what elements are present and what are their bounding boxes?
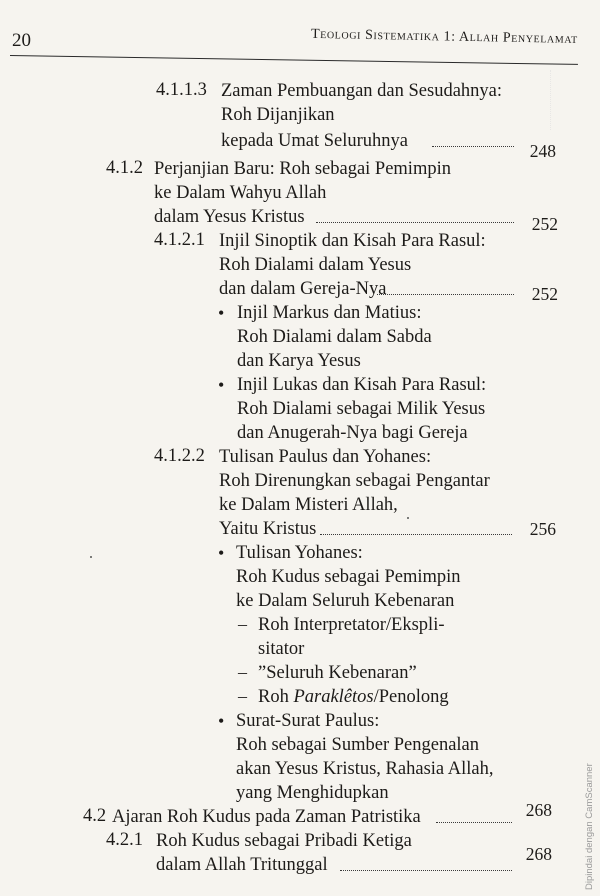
entry-title-line: Injil Markus dan Matius: bbox=[237, 303, 422, 323]
dash-marker: – bbox=[238, 662, 247, 682]
entry-title-line: Roh Kudus sebagai Pribadi Ketiga bbox=[156, 831, 412, 851]
title-italic-term: Paraklêtos bbox=[293, 687, 374, 707]
entry-title-line: Injil Sinoptik dan Kisah Para Rasul: bbox=[219, 231, 486, 251]
entry-number: 4.1.2 bbox=[106, 158, 143, 178]
entry-title-line: ke Dalam Misteri Allah, bbox=[219, 495, 398, 515]
bullet-marker: • bbox=[218, 543, 225, 563]
watermark-text: Dipindai dengan CamScanner bbox=[584, 763, 595, 890]
entry-title-line: ke Dalam Wahyu Allah bbox=[154, 183, 327, 203]
bullet-marker: • bbox=[218, 375, 225, 395]
bullet-marker: • bbox=[218, 711, 225, 731]
entry-number: 4.1.2.1 bbox=[154, 230, 205, 250]
entry-title-line: Roh Kudus sebagai Pemimpin bbox=[236, 567, 461, 587]
entry-title-line: Ajaran Roh Kudus pada Zaman Patristika bbox=[112, 807, 421, 827]
entry-title-line: dan Anugerah-Nya bagi Gereja bbox=[237, 423, 468, 443]
entry-title-line: Roh sebagai Sumber Pengenalan bbox=[236, 735, 480, 755]
entry-page: 268 bbox=[525, 844, 552, 864]
header-rule bbox=[10, 55, 578, 65]
entry-title-line: Surat-Surat Paulus: bbox=[236, 711, 380, 731]
entry-title-line: akan Yesus Kristus, Rahasia Allah, bbox=[236, 759, 494, 779]
entry-title-line: Injil Lukas dan Kisah Para Rasul: bbox=[237, 375, 487, 395]
entry-page: 252 bbox=[531, 284, 558, 304]
title-text: Roh bbox=[258, 687, 289, 707]
scan-speck bbox=[90, 556, 92, 558]
entry-title-line: ke Dalam Seluruh Kebenaran bbox=[236, 591, 455, 611]
scanner-watermark bbox=[584, 740, 598, 890]
dash-marker: – bbox=[238, 686, 247, 706]
entry-title-line: Roh Direnungkan sebagai Pengantar bbox=[219, 471, 490, 491]
entry-title-line: Yaitu Kristus bbox=[219, 519, 317, 539]
title-text: /Penolong bbox=[373, 687, 449, 707]
running-title: Teologi Sistematika 1: Allah Penyelamat bbox=[311, 26, 579, 47]
entry-number: 4.1.2.2 bbox=[154, 446, 205, 466]
bullet-marker: • bbox=[218, 303, 225, 323]
entry-page: 248 bbox=[529, 141, 556, 161]
entry-title-line: Roh Interpretator/Ekspli- bbox=[258, 615, 445, 635]
entry-title-line: Zaman Pembuangan dan Sesudahnya: bbox=[221, 81, 503, 101]
entry-title-line: Tulisan Yohanes: bbox=[236, 543, 363, 563]
dot-leader bbox=[377, 294, 514, 295]
entry-title-line: Roh Dijanjikan bbox=[221, 105, 335, 125]
entry-page: 256 bbox=[529, 519, 556, 539]
entry-title-line: kepada Umat Seluruhnya bbox=[221, 131, 408, 151]
entry-title-line: Roh Dialami dalam Yesus bbox=[219, 255, 412, 275]
entry-title-line: dalam Yesus Kristus bbox=[154, 207, 305, 227]
dot-leader bbox=[432, 146, 514, 147]
entry-title-line: Perjanjian Baru: Roh sebagai Pemimpin bbox=[154, 159, 451, 179]
entry-title-line: Roh Dialami dalam Sabda bbox=[237, 327, 432, 347]
dot-leader bbox=[316, 222, 514, 223]
entry-title-line: sitator bbox=[258, 639, 305, 659]
dash-marker: – bbox=[238, 614, 247, 634]
entry-title-line: Roh Dialami sebagai Milik Yesus bbox=[237, 399, 486, 419]
entry-title-line: dan dalam Gereja-Nya bbox=[219, 279, 387, 299]
entry-number: 4.1.1.3 bbox=[156, 80, 207, 100]
dot-leader bbox=[340, 870, 512, 871]
entry-title-line: dan Karya Yesus bbox=[237, 351, 361, 371]
page-header bbox=[12, 28, 578, 54]
entry-title-line: ”Seluruh Kebenaran” bbox=[258, 663, 417, 683]
entry-page: 252 bbox=[531, 214, 558, 234]
page-number: 20 bbox=[12, 30, 31, 51]
entry-title-line: yang Menghidupkan bbox=[236, 783, 389, 803]
entry-number: 4.2.1 bbox=[106, 830, 143, 850]
entry-title-line bbox=[258, 686, 449, 708]
entry-title-line: Tulisan Paulus dan Yohanes: bbox=[219, 447, 432, 467]
entry-number: 4.2 bbox=[83, 806, 107, 826]
entry-page: 268 bbox=[525, 800, 552, 820]
dot-leader bbox=[436, 822, 512, 823]
dot-leader bbox=[320, 534, 512, 535]
scan-speck bbox=[407, 517, 409, 519]
entry-title-line: dalam Allah Tritunggal bbox=[156, 855, 328, 875]
